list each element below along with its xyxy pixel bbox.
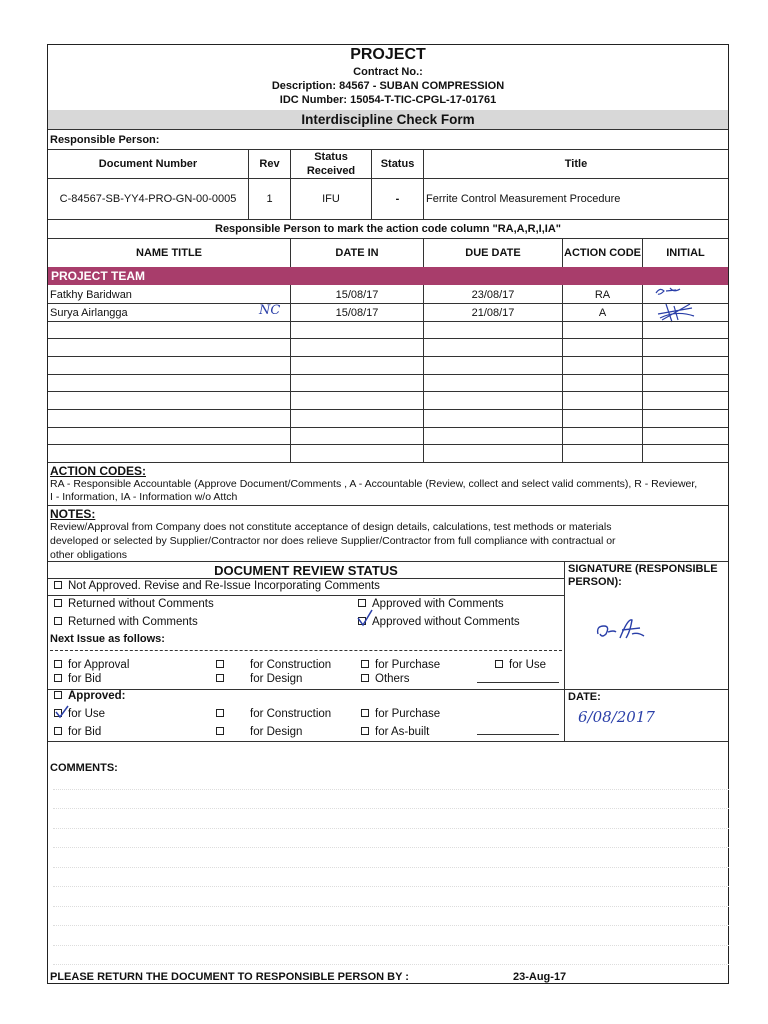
signature-label: SIGNATURE (RESPONSIBLE PERSON): — [568, 563, 718, 588]
checkmark-icon — [54, 704, 70, 720]
action-codes-line-1: RA - Responsible Accountable (Approve Document/Comments , A - Accountable (Review, collect and select valid comments), R - Reviewer, — [50, 478, 698, 490]
approved-for-design-option[interactable]: for Design — [216, 726, 302, 738]
row-2-date-in: 15/08/17 — [335, 306, 379, 319]
col-date-in: DATE IN — [335, 247, 379, 259]
project-heading: PROJECT — [350, 46, 426, 63]
checkbox-icon — [361, 727, 369, 735]
row-2-note: NC — [259, 303, 281, 318]
title-value: Ferrite Control Measurement Procedure — [426, 193, 621, 205]
not-approved-option[interactable]: Not Approved. Revise and Re-Issue Incorporating Comments — [54, 580, 380, 592]
checkbox-icon — [361, 674, 369, 682]
row-2-action-code: A — [598, 306, 607, 319]
notes-line-1: Review/Approval from Company does not constitute acceptance of design details, calculations, test methods or materials — [50, 521, 612, 533]
approved-with-comments-option[interactable]: Approved with Comments — [358, 598, 504, 610]
checkbox-icon — [54, 617, 62, 625]
row-1-date-in: 15/08/17 — [335, 289, 379, 301]
checkbox-icon — [216, 709, 224, 717]
col-status: Status — [380, 158, 415, 170]
checkbox-icon — [361, 660, 369, 668]
approved-without-comments-option[interactable]: Approved without Comments — [358, 616, 520, 628]
idc-number: IDC Number: 15054-T-TIC-CPGL-17-01761 — [279, 94, 497, 106]
project-team-section — [48, 267, 728, 285]
status-received-value: IFU — [322, 193, 340, 205]
col-initial: INITIAL — [666, 247, 705, 259]
checkbox-icon — [495, 660, 503, 668]
checkbox-icon — [358, 599, 366, 607]
date-value: 6/08/2017 — [578, 708, 655, 726]
notes-line-3: other obligations — [50, 549, 128, 561]
next-others-option[interactable]: Others — [361, 673, 410, 685]
next-for-bid-option[interactable]: for Bid — [54, 673, 101, 685]
date-label: DATE: — [568, 691, 601, 703]
row-1-action-code: RA — [594, 289, 611, 301]
project-team-label: PROJECT TEAM — [51, 269, 146, 283]
review-status-title: DOCUMENT REVIEW STATUS — [214, 563, 398, 578]
form-title: Interdiscipline Check Form — [48, 110, 728, 129]
row-1-name: Fatkhy Baridwan — [50, 289, 132, 301]
checkbox-icon — [361, 709, 369, 717]
action-codes-label: ACTION CODES: — [50, 464, 146, 478]
notes-line-2: developed or selected by Supplier/Contractor nor does relieve Supplier/Contractor from full compliance with contractual or — [50, 535, 616, 547]
checkmark-icon — [356, 608, 374, 628]
approved-for-construction-option[interactable]: for Construction — [216, 708, 331, 720]
rev-value: 1 — [266, 193, 273, 205]
next-for-purchase-option[interactable]: for Purchase — [361, 659, 440, 671]
comments-label: COMMENTS: — [50, 762, 118, 774]
return-date: 23-Aug-17 — [513, 971, 567, 983]
next-for-construction-option[interactable]: for Construction — [216, 659, 331, 671]
next-for-use-option[interactable]: for Use — [495, 659, 546, 671]
document-number-value: C-84567-SB-YY4-PRO-GN-00-0005 — [59, 193, 237, 205]
approved-for-bid-option[interactable]: for Bid — [54, 726, 101, 738]
approved-for-asbuilt-option[interactable]: for As-built — [361, 726, 429, 738]
row-1-initial-signature — [650, 285, 690, 299]
signature-image — [592, 612, 652, 646]
checkbox-icon — [54, 660, 62, 668]
approved-for-purchase-option[interactable]: for Purchase — [361, 708, 440, 720]
contract-no: Contract No.: — [353, 66, 423, 78]
checkbox-icon — [54, 691, 62, 699]
checkbox-icon — [54, 599, 62, 607]
notes-label: NOTES: — [50, 507, 96, 521]
checkbox-icon — [54, 674, 62, 682]
col-rev: Rev — [259, 158, 280, 170]
checkbox-icon — [216, 674, 224, 682]
next-issue-label: Next Issue as follows: — [50, 633, 165, 645]
col-name-title: NAME TITLE — [136, 247, 202, 259]
status-value: - — [395, 193, 400, 205]
checkbox-icon — [54, 581, 62, 589]
col-action-code: ACTION CODE — [564, 247, 641, 259]
row-2-due-date: 21/08/17 — [471, 306, 515, 319]
row-1-due-date: 23/08/17 — [471, 289, 515, 301]
checkbox-icon — [54, 727, 62, 735]
col-due-date: DUE DATE — [465, 247, 521, 259]
next-for-approval-option[interactable]: for Approval — [54, 659, 129, 671]
col-status-received: Status Received — [306, 151, 356, 177]
checkbox-icon — [216, 660, 224, 668]
description: Description: 84567 - SUBAN COMPRESSION — [271, 80, 505, 92]
col-document-number: Document Number — [98, 158, 198, 170]
next-for-design-option[interactable]: for Design — [216, 673, 302, 685]
returned-with-comments-option[interactable]: Returned with Comments — [54, 616, 198, 628]
action-instruction: Responsible Person to mark the action code column "RA,A,R,I,IA" — [215, 223, 561, 235]
checkbox-icon — [216, 727, 224, 735]
return-label: PLEASE RETURN THE DOCUMENT TO RESPONSIBLE PERSON BY : — [50, 971, 409, 983]
approved-option[interactable]: Approved: — [54, 690, 126, 702]
returned-without-comments-option[interactable]: Returned without Comments — [54, 598, 214, 610]
responsible-person-label: Responsible Person: — [50, 134, 160, 146]
action-codes-line-2: I - Information, IA - Information w/o Attch — [50, 491, 238, 503]
row-2-name: Surya Airlangga — [50, 307, 128, 319]
approved-for-use-option[interactable]: for Use — [54, 708, 105, 720]
col-title: Title — [564, 158, 588, 170]
